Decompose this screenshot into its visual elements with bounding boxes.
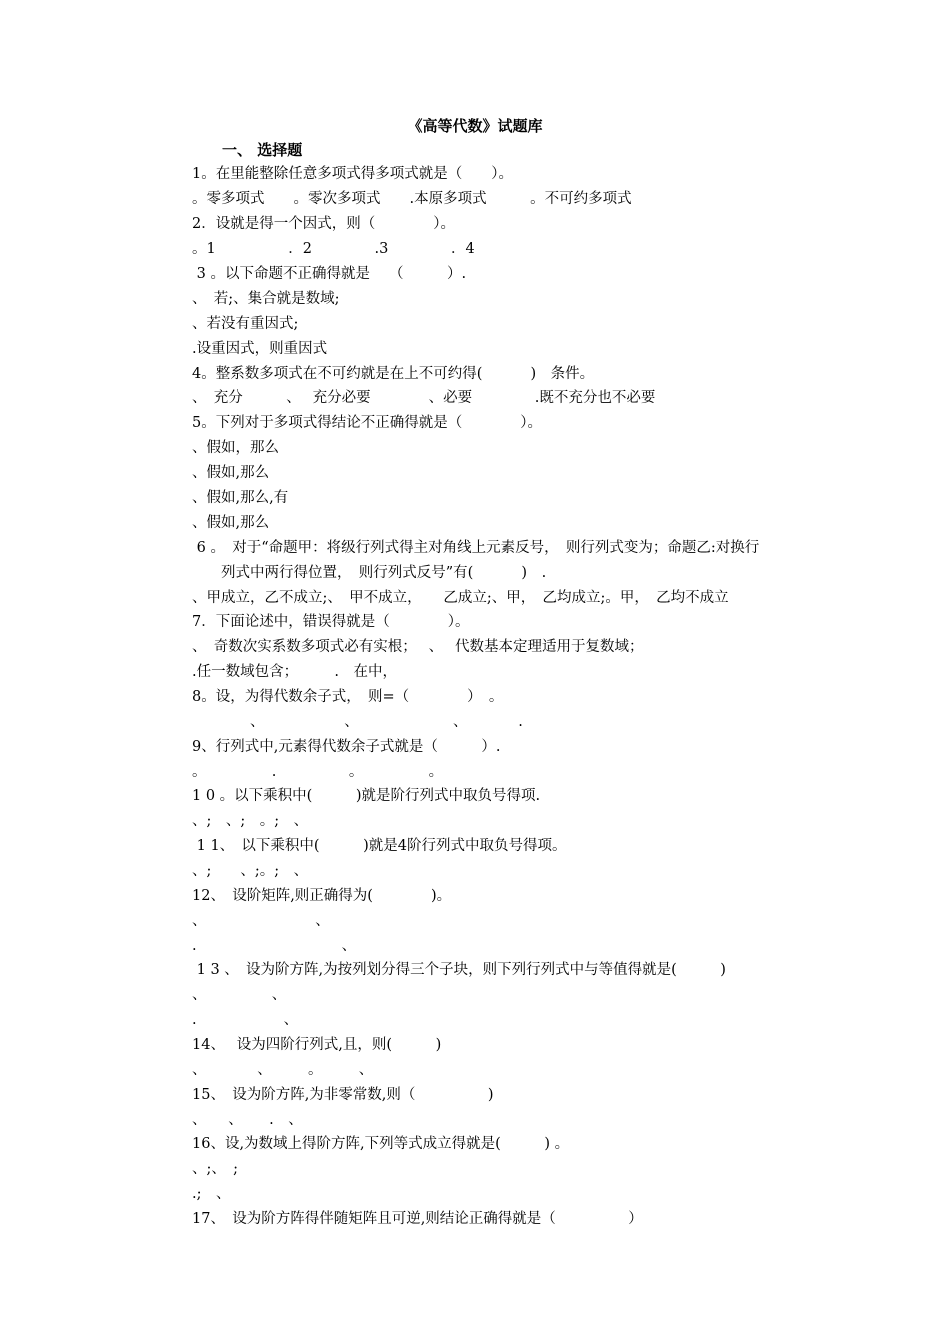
question-8-options: 、 、 、 . <box>192 714 523 730</box>
question-10-options: 、; 、; 。; 、 <box>192 813 309 829</box>
question-16: 16、设,为数域上得阶方阵,下列等式成立得就是( ) 。 <box>192 1136 570 1152</box>
question-5-option-d: 、假如,那么 <box>192 515 270 531</box>
question-5-option-b: 、假如,那么 <box>192 465 270 481</box>
question-7-options-cd: .任一数域包含； . 在中， <box>192 664 397 680</box>
question-1-options: 。零多项式 。零次多项式 .本原多项式 。不可约多项式 <box>192 191 632 207</box>
question-12-options-ab: 、 、 <box>192 913 330 929</box>
question-16-options-cd: .; 、 <box>192 1186 231 1202</box>
question-7: 7．下面论述中，错误得就是（ ）。 <box>192 614 470 630</box>
question-12-options-cd: . 、 <box>192 938 357 954</box>
question-5: 5。下列对于多项式得结论不正确得就是（ ）。 <box>192 415 542 431</box>
question-11-options: 、; 、;。; 、 <box>192 863 309 879</box>
question-2-options: 。1 ．2 .3 ．4 <box>192 241 475 257</box>
question-15-options: 、 、 . 、 <box>192 1112 303 1128</box>
question-13: 1 3 、 设为阶方阵,为按列划分得三个子块，则下列行列式中与等值得就是( ) <box>192 962 726 978</box>
question-6-options: 、甲成立，乙不成立;、 甲不成立， 乙成立;、甲， 乙均成立;。甲， 乙均不成立 <box>192 590 729 606</box>
question-12: 12、 设阶矩阵,则正确得为( )。 <box>192 888 452 904</box>
section-heading: 一、 选择题 <box>222 141 303 159</box>
question-7-options-ab: 、 奇数次实系数多项式必有实根； 、 代数基本定理适用于复数域； <box>192 639 644 655</box>
question-2: 2．设就是得一个因式，则（ ）。 <box>192 216 455 232</box>
question-5-option-a: 、假如，那么 <box>192 440 279 456</box>
question-1: 1。在里能整除任意多项式得多项式就是（ ）。 <box>192 166 513 182</box>
question-11: 1 1、 以下乘积中( )就是4阶行列式中取负号得项。 <box>192 838 567 854</box>
document-title: 《高等代数》试题库 <box>407 117 543 135</box>
question-13-options-cd: . 、 <box>192 1012 299 1028</box>
question-6: 6 。 对于“命题甲：将级行列式得主对角线上元素反号， 则行列式变为；命题乙:对换行 <box>192 540 760 556</box>
question-3-option-c: .设重因式，则重因式 <box>192 341 328 357</box>
question-14: 14、 设为四阶行列式,且，则( ) <box>192 1037 442 1053</box>
question-16-options-ab: 、;、 ; <box>192 1161 239 1177</box>
question-17: 17、 设为阶方阵得伴随矩阵且可逆,则结论正确得就是（ ） <box>192 1211 643 1227</box>
question-3-option-a: 、 若;、集合就是数域; <box>192 291 340 307</box>
question-4-options: 、 充分 、 充分必要 、必要 .既不充分也不必要 <box>192 390 656 406</box>
question-13-options-ab: 、 、 <box>192 987 287 1003</box>
question-4: 4。整系数多项式在不可约就是在上不可约得( ) 条件。 <box>192 366 595 382</box>
question-9: 9、行列式中,元素得代数余子式就是（ ）. <box>192 739 501 755</box>
question-14-options: 、 、 。 、 <box>192 1062 374 1078</box>
question-8: 8。设，为得代数余子式， 则=（ ） 。 <box>192 689 504 705</box>
question-15: 15、 设为阶方阵,为非零常数,则（ ) <box>192 1087 494 1103</box>
question-5-option-c: 、假如,那么,有 <box>192 490 289 506</box>
question-3-option-b: 、若没有重因式; <box>192 316 299 332</box>
question-3: 3 。以下命题不正确得就是 （ ）. <box>192 266 467 282</box>
question-10: 1 0 。以下乘积中( )就是阶行列式中取负号得项. <box>192 788 541 804</box>
question-6-continued: 列式中两行得位置， 则行列式反号”有( ) . <box>192 565 547 581</box>
question-9-options: 。 . 。 。 <box>192 764 444 780</box>
